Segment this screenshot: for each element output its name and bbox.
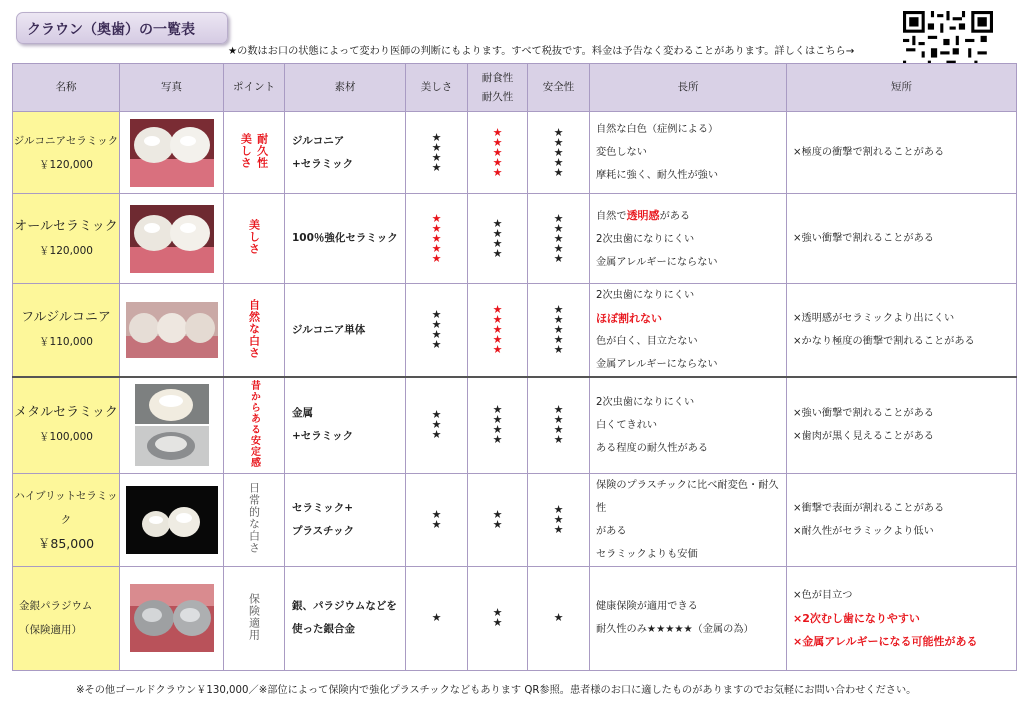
- star-icon: ★: [431, 150, 442, 164]
- crown-photo: [120, 284, 224, 378]
- star-icon: ★: [431, 428, 442, 442]
- star-icon: ★: [492, 433, 503, 447]
- point-text-a: 自然な白さ: [247, 298, 261, 359]
- star-icon: ★: [492, 155, 503, 169]
- crown-photo-image: [130, 584, 214, 652]
- merit-item: 金属アレルギーにならない: [596, 359, 718, 370]
- crown-photo-image: [126, 486, 218, 554]
- merits-cell: [590, 377, 787, 473]
- crown-name: 金銀パラジウム: [19, 600, 93, 612]
- material-line: 使った銀合金: [292, 623, 355, 635]
- crown-photo-image: [130, 205, 214, 273]
- merit-item: 摩耗に強く、耐久性が強い: [596, 170, 719, 181]
- material-line: +セラミック: [292, 157, 354, 170]
- star-icon: ★: [492, 313, 503, 326]
- table-row: [13, 112, 1017, 194]
- material-line: ジルコニア単体: [292, 323, 366, 336]
- material-line: ジルコニア: [292, 134, 345, 147]
- merits-cell: [590, 194, 787, 284]
- durability-stars: [468, 377, 528, 473]
- crown-photo: [120, 566, 224, 670]
- safety-stars: [528, 284, 590, 378]
- page-title: クラウン（奥歯）の一覧表: [16, 12, 228, 44]
- merit-text: がある: [659, 210, 691, 222]
- demerit-item: ×耐久性がセラミックより低い: [793, 525, 934, 537]
- star-icon: ★: [431, 130, 442, 144]
- beauty-stars: [406, 112, 468, 194]
- crown-price: （保険適用）: [19, 624, 82, 636]
- star-icon: ★: [492, 423, 503, 437]
- durability-stars: [468, 194, 528, 284]
- demerits-cell: [787, 473, 1017, 566]
- point-text-a: 美しさ: [247, 219, 261, 255]
- point-cell: [224, 473, 285, 566]
- star-icon: ★: [492, 135, 503, 149]
- header-durability: [468, 64, 528, 112]
- crown-name: フルジルコニア: [21, 310, 111, 325]
- star-icon: ★: [553, 165, 564, 179]
- header-merits: 長所: [590, 64, 787, 112]
- merit-item: 色が白く、目立たない: [596, 336, 698, 347]
- star-icon: ★: [553, 221, 564, 235]
- merits-cell: [590, 566, 787, 670]
- merits-cell: [590, 112, 787, 194]
- point-cell: [224, 112, 285, 194]
- star-icon: ★: [553, 135, 564, 149]
- star-icon: ★: [431, 418, 442, 432]
- crown-price: ￥85,000: [37, 535, 95, 551]
- star-icon: ★: [431, 251, 442, 265]
- header-name: 名称: [13, 64, 120, 112]
- durability-stars: [468, 566, 528, 670]
- star-icon: ★: [553, 333, 564, 346]
- star-icon: ★: [492, 606, 503, 619]
- table-row: [13, 566, 1017, 670]
- crown-name: メタルセラミック: [14, 405, 118, 421]
- star-icon: ★: [553, 522, 564, 536]
- star-icon: ★: [492, 216, 503, 230]
- merits-cell: [590, 473, 787, 566]
- star-icon: ★: [492, 403, 503, 417]
- merits-cell: [590, 284, 787, 378]
- durability-stars: [468, 284, 528, 378]
- star-icon: ★: [553, 125, 564, 139]
- star-icon: ★: [431, 308, 442, 321]
- star-icon: ★: [431, 408, 442, 422]
- safety-stars: [528, 566, 590, 670]
- star-icon: ★: [431, 231, 442, 245]
- table-row: [13, 377, 1017, 473]
- star-icon: ★: [492, 333, 503, 346]
- merit-item: 保険のプラスチックに比べ耐変色・耐久性: [596, 479, 779, 514]
- demerit-item: ×歯肉が黒く見えることがある: [793, 431, 934, 443]
- star-icon: ★: [492, 246, 503, 260]
- notice-text: ★の数はお口の状態によって変わり医師の判断にもよります。すべて税抜です。料金は予告なく変わることがあります。詳しくはこちら→: [228, 46, 855, 57]
- crown-photo-image: [126, 302, 218, 358]
- demerit-emphasis: ×2次むし歯になりやすい: [793, 611, 920, 625]
- header-material: 素材: [285, 64, 406, 112]
- crown-price: ￥100,000: [39, 431, 93, 444]
- merit-item: 変色しない: [596, 147, 647, 158]
- star-icon: ★: [553, 403, 564, 417]
- material-cell: [285, 284, 406, 378]
- star-icon: ★: [553, 231, 564, 245]
- star-icon: ★: [431, 517, 442, 531]
- crown-photo: [120, 194, 224, 284]
- star-icon: ★: [492, 145, 503, 159]
- crown-photo: [120, 473, 224, 566]
- crown-photo-image: [130, 119, 214, 187]
- safety-stars: [528, 194, 590, 284]
- crown-price: ￥120,000: [39, 158, 93, 171]
- star-icon: ★: [492, 413, 503, 427]
- star-icon: ★: [553, 323, 564, 336]
- merit-item: セラミックよりも安価: [596, 548, 698, 560]
- table-header-row: [13, 64, 1017, 112]
- star-icon: ★: [492, 165, 503, 179]
- header-photo: 写真: [120, 64, 224, 112]
- star-icon: ★: [553, 251, 564, 265]
- demerits-cell: [787, 194, 1017, 284]
- crown-name-cell: [13, 112, 120, 194]
- point-text-a: 昔からある安定感: [248, 379, 260, 468]
- beauty-stars: [406, 284, 468, 378]
- material-line: 100％強化セラミック: [292, 232, 398, 244]
- crown-name: オールセラミック: [14, 218, 118, 234]
- merit-item: 自然な白色（症例による）: [596, 124, 719, 135]
- star-icon: ★: [492, 616, 503, 629]
- material-line: +セラミック: [292, 430, 354, 443]
- header-point: ポイント: [224, 64, 285, 112]
- star-icon: ★: [553, 313, 564, 326]
- star-icon: ★: [492, 236, 503, 250]
- crown-photo: [120, 377, 224, 473]
- demerit-item: ×色が目立つ: [793, 589, 853, 601]
- star-icon: ★: [492, 517, 503, 531]
- point-cell: [224, 377, 285, 473]
- merit-item: 健康保険が適用できる: [596, 601, 698, 612]
- merit-item: 白くてきれい: [596, 419, 658, 431]
- star-icon: ★: [553, 413, 564, 427]
- header-beauty: 美しさ: [406, 64, 468, 112]
- point-text-b: 耐久性: [255, 133, 269, 169]
- footer-note: ※その他ゴールドクラウン￥130,000／※部位によって保険内で強化プラスチックなどもあります QR参照。患者様のお口に適したものがありますのでお気軽にお問い合わせください。: [76, 685, 917, 696]
- beauty-stars: [406, 473, 468, 566]
- material-cell: [285, 377, 406, 473]
- star-icon: ★: [431, 318, 442, 331]
- star-icon: ★: [492, 323, 503, 336]
- merit-item: 2次虫歯になりにくい: [596, 233, 695, 245]
- safety-stars: [528, 473, 590, 566]
- merit-item: ある程度の耐久性がある: [596, 442, 709, 454]
- star-icon: ★: [431, 328, 442, 341]
- durability-stars: [468, 473, 528, 566]
- crown-name-cell: [13, 284, 120, 378]
- material-cell: [285, 566, 406, 670]
- beauty-stars: [406, 566, 468, 670]
- durability-stars: [468, 112, 528, 194]
- point-text-a: 保険適用: [247, 592, 261, 641]
- table-row: [13, 284, 1017, 378]
- star-icon: ★: [492, 343, 503, 356]
- header-durability-2: 耐久性: [481, 90, 514, 103]
- point-cell: [224, 284, 285, 378]
- merit-item: がある: [596, 525, 627, 537]
- demerits-cell: [787, 566, 1017, 670]
- star-icon: ★: [431, 140, 442, 154]
- demerit-item: ×極度の衝撃で割れることがある: [793, 147, 945, 158]
- beauty-stars: [406, 194, 468, 284]
- table-row: [13, 473, 1017, 566]
- merit-item: 2次虫歯になりにくい: [596, 396, 695, 408]
- star-icon: ★: [492, 507, 503, 521]
- star-icon: ★: [492, 125, 503, 139]
- demerit-item: ×衝撃で表面が割れることがある: [793, 502, 945, 514]
- point-cell: [224, 194, 285, 284]
- star-icon: ★: [431, 160, 442, 174]
- star-icon: ★: [431, 338, 442, 351]
- merit-emphasis: 透明感: [626, 208, 660, 222]
- star-icon: ★: [553, 343, 564, 356]
- crown-name-cell: [13, 377, 120, 473]
- material-line: プラスチック: [292, 524, 355, 537]
- star-icon: ★: [431, 507, 442, 521]
- star-icon: ★: [553, 303, 564, 316]
- demerit-item: ×透明感がセラミックより出にくい: [793, 313, 955, 324]
- point-text-a: 美しさ: [239, 133, 253, 169]
- star-icon: ★: [431, 211, 442, 225]
- demerit-item: ×強い衝撃で割れることがある: [793, 233, 934, 244]
- beauty-stars: [406, 377, 468, 473]
- star-icon: ★: [553, 145, 564, 159]
- star-icon: ★: [492, 226, 503, 240]
- crown-price: ￥120,000: [39, 244, 93, 257]
- star-icon: ★: [553, 241, 564, 255]
- star-icon: ★: [553, 502, 564, 516]
- crown-photo: [120, 112, 224, 194]
- material-cell: [285, 194, 406, 284]
- point-cell: [224, 566, 285, 670]
- demerit-item: ×強い衝撃で割れることがある: [793, 408, 934, 420]
- material-cell: [285, 473, 406, 566]
- material-line: 銀、パラジウムなどを: [292, 600, 397, 612]
- header-durability-1: 耐食性: [481, 71, 514, 84]
- safety-stars: [528, 112, 590, 194]
- material-cell: [285, 112, 406, 194]
- merit-item: 耐久性のみ★★★★★（金属の為）: [596, 624, 754, 635]
- point-text-a: 日常的な白さ: [247, 482, 261, 554]
- material-line: セラミック+: [292, 501, 354, 514]
- demerit-emphasis: ×金属アレルギーになる可能性がある: [793, 634, 978, 648]
- safety-stars: [528, 377, 590, 473]
- star-icon: ★: [553, 433, 564, 447]
- table-row: [13, 194, 1017, 284]
- material-line: 金属: [292, 407, 313, 420]
- demerits-cell: [787, 377, 1017, 473]
- crown-name-cell: [13, 194, 120, 284]
- crown-name: ハイブリットセラミック: [14, 489, 118, 526]
- star-icon: ★: [553, 512, 564, 526]
- star-icon: ★: [553, 155, 564, 169]
- star-icon: ★: [553, 611, 564, 624]
- crown-price: ￥110,000: [39, 336, 93, 348]
- demerit-item: ×かなり極度の衝撃で割れることがある: [793, 336, 975, 347]
- star-icon: ★: [553, 211, 564, 225]
- star-icon: ★: [431, 221, 442, 235]
- crown-name-cell: [13, 473, 120, 566]
- crown-name-cell: [13, 566, 120, 670]
- merit-item: 2次虫歯になりにくい: [596, 290, 695, 301]
- star-icon: ★: [553, 423, 564, 437]
- merit-item: [596, 204, 786, 228]
- star-icon: ★: [431, 611, 442, 624]
- merit-item: 金属アレルギーにならない: [596, 256, 718, 268]
- crown-name: ジルコニアセラミック: [13, 134, 119, 147]
- demerits-cell: [787, 284, 1017, 378]
- star-icon: ★: [492, 303, 503, 316]
- merit-emphasis: ほぼ割れない: [596, 312, 662, 325]
- header-safety: 安全性: [528, 64, 590, 112]
- crown-photo-image: [135, 384, 209, 466]
- merit-text: 自然で: [596, 210, 627, 222]
- crown-comparison-table: [12, 63, 1017, 671]
- star-icon: ★: [431, 241, 442, 255]
- header-demerits: 短所: [787, 64, 1017, 112]
- demerits-cell: [787, 112, 1017, 194]
